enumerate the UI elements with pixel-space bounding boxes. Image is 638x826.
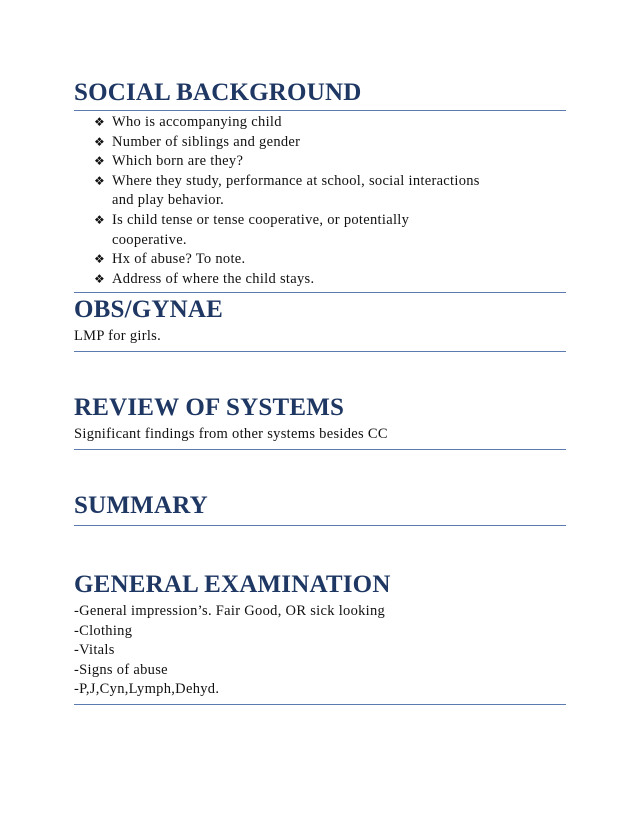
list-item: ❖ Which born are they?	[94, 152, 566, 172]
review-of-systems-section	[74, 393, 566, 450]
general-exam-line: -Signs of abuse	[74, 661, 168, 678]
general-exam-line: -General impression’s. Fair Good, OR sick looking	[74, 603, 386, 619]
section-divider	[74, 351, 566, 352]
obs-gynae-heading: OBS/GYNAE	[74, 296, 224, 323]
diamond-bullet-icon: ❖	[94, 271, 106, 286]
list-item: ❖ Where they study, performance at school, social interactions and play behavior.	[94, 172, 480, 209]
social-background-heading: SOCIAL BACKGROUND	[74, 78, 566, 111]
general-exam-line: -P,J,Cyn,Lymph,Dehyd.	[74, 681, 220, 698]
diamond-bullet-icon: ❖	[94, 154, 106, 169]
list-item: ❖ Is child tense or tense cooperative, or potentially cooperative.	[94, 211, 410, 248]
list-item: ❖ Address of where the child stays.	[94, 270, 566, 290]
summary-section	[74, 491, 566, 526]
diamond-bullet-icon: ❖	[94, 212, 106, 227]
list-item: ❖ Number of siblings and gender	[94, 133, 566, 153]
diamond-bullet-icon: ❖	[94, 134, 106, 149]
summary-heading: SUMMARY	[74, 492, 208, 519]
review-of-systems-heading: REVIEW OF SYSTEMS	[74, 394, 345, 421]
obs-gynae-section	[74, 292, 566, 352]
list-item: ❖ Who is accompanying child	[94, 113, 566, 133]
diamond-bullet-icon: ❖	[94, 115, 106, 129]
diamond-bullet-icon: ❖	[94, 173, 106, 188]
section-divider	[74, 292, 566, 293]
general-exam-line: -Clothing	[74, 622, 133, 639]
list-item: ❖ Hx of abuse? To note.	[94, 250, 566, 270]
general-examination-section	[74, 570, 566, 705]
section-divider	[74, 449, 566, 450]
section-divider	[74, 525, 566, 526]
social-background-section	[74, 78, 566, 289]
section-divider	[74, 704, 566, 705]
diamond-bullet-icon: ❖	[94, 252, 106, 267]
general-exam-line: -Vitals	[74, 642, 115, 659]
review-of-systems-text: Significant findings from other systems besides CC	[74, 426, 388, 442]
obs-gynae-text: LMP for girls.	[74, 328, 162, 344]
social-background-list	[74, 113, 566, 289]
general-examination-heading: GENERAL EXAMINATION	[74, 571, 391, 598]
